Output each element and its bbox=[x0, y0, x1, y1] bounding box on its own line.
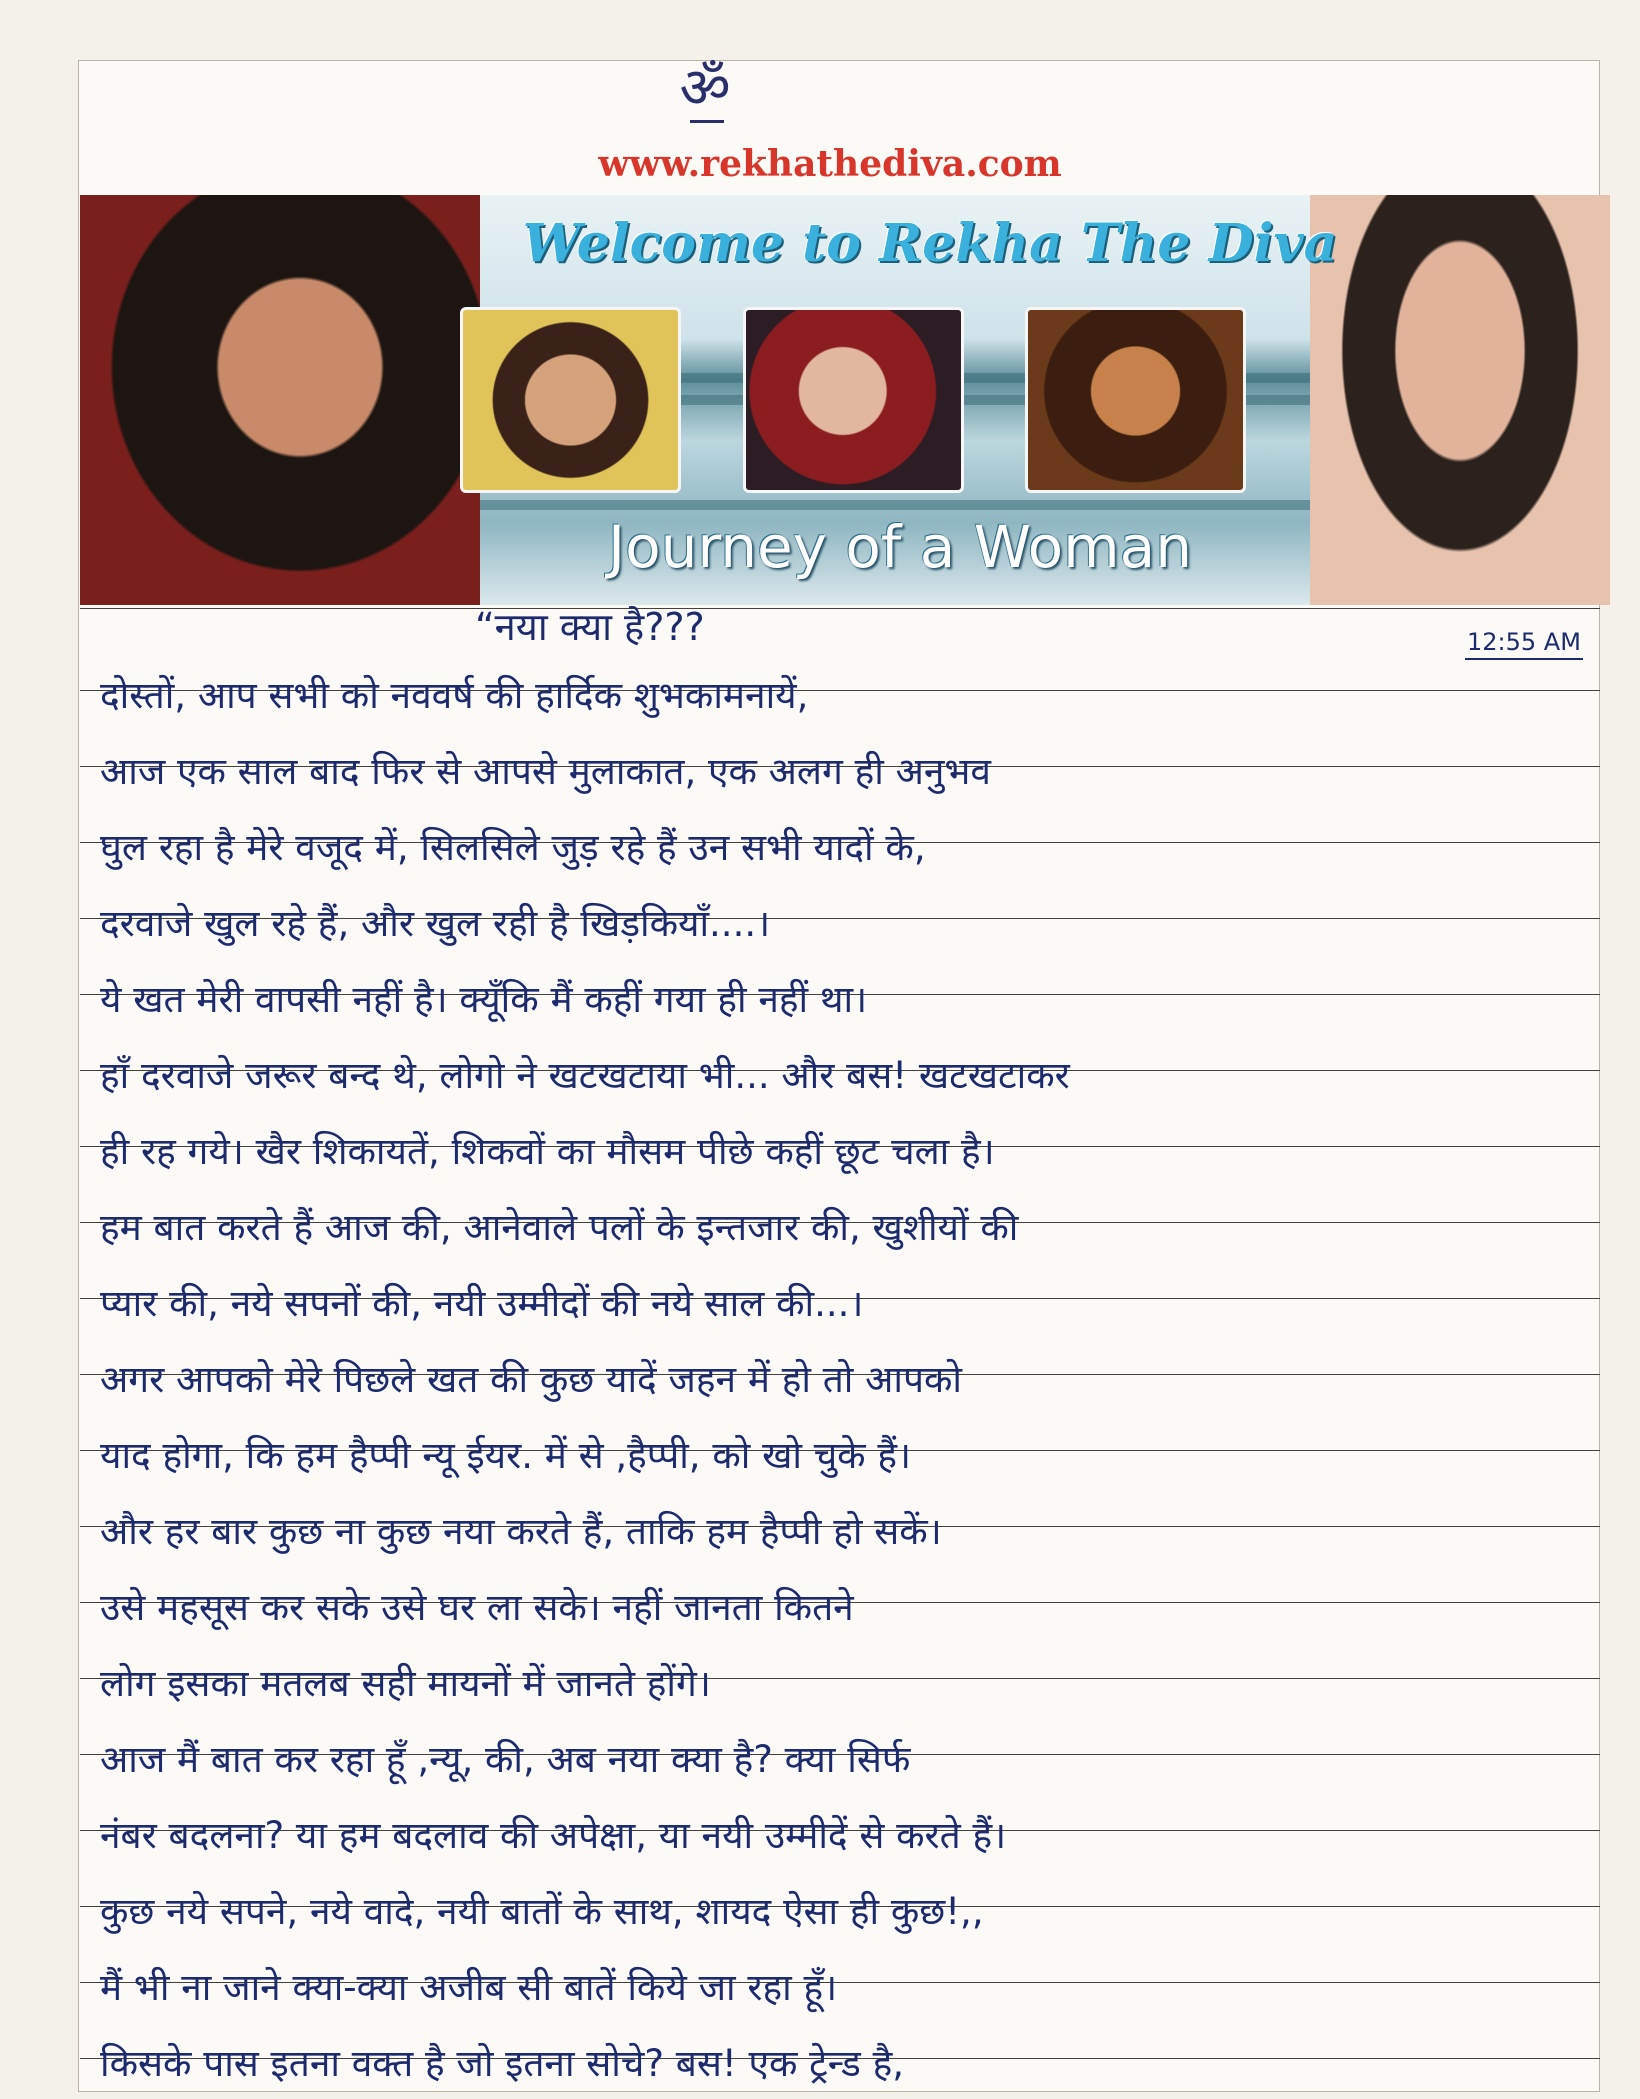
letter-line: नंबर बदलना? या हम बदलाव की अपेक्षा, या नयी उम्मीदें से करते हैं। bbox=[100, 1814, 1007, 1857]
om-underline bbox=[690, 120, 724, 123]
letter-line: अगर आपको मेरे पिछले खत की कुछ यादें जहन में हो तो आपको bbox=[100, 1358, 962, 1401]
thumbnail-photo-1 bbox=[460, 307, 681, 493]
letter-line: मैं भी ना जाने क्या-क्या अजीब सी बातें किये जा रहा हूँ। bbox=[100, 1966, 838, 2009]
letter-line: आज मैं बात कर रहा हूँ ,न्यू, की, अब नया क्या है? क्या सिर्फ bbox=[100, 1738, 911, 1781]
journey-tagline: Journey of a Woman bbox=[608, 513, 1192, 581]
letter-line: याद होगा, कि हम हैप्पी न्यू ईयर. में से ,हैप्पी, को खो चुके हैं। bbox=[100, 1434, 912, 1477]
letter-line: आज एक साल बाद फिर से आपसे मुलाकात, एक अलग ही अनुभव bbox=[100, 750, 991, 793]
letter-line: ही रह गये। खैर शिकायतें, शिकवों का मौसम पीछे कहीं छूट चला है। bbox=[100, 1130, 995, 1173]
letter-line: कुछ नये सपने, नये वादे, नयी बातों के साथ, शायद ऐसा ही कुछ!,, bbox=[100, 1890, 984, 1933]
letter-line: हम बात करते हैं आज की, आनेवाले पलों के इन्तजार की, खुशीयों की bbox=[100, 1206, 1019, 1249]
letter-title: “नया क्या है??? bbox=[475, 605, 705, 649]
letter-line: ये खत मेरी वापसी नहीं है। क्यूँकि मैं कहीं गया ही नहीं था। bbox=[100, 978, 868, 1021]
letter-time: 12:55 AM bbox=[1465, 628, 1583, 660]
ruled-line bbox=[80, 608, 1600, 609]
thumbnail-photo-2 bbox=[743, 307, 964, 493]
letter-line: प्यार की, नये सपनों की, नयी उम्मीदों की नये साल की...। bbox=[100, 1282, 864, 1325]
letter-line: किसके पास इतना वक्त है जो इतना सोचे? बस! एक ट्रेन्ड है, bbox=[100, 2042, 905, 2085]
letter-line: घुल रहा है मेरे वजूद में, सिलसिले जुड़ रहे हैं उन सभी यादों के, bbox=[100, 826, 926, 869]
letter-line: और हर बार कुछ ना कुछ नया करते हैं, ताकि हम हैप्पी हो सकें। bbox=[100, 1510, 942, 1553]
thumbnail-photo-3 bbox=[1025, 307, 1246, 493]
website-url: www.rekhathediva.com bbox=[598, 143, 1062, 185]
letter-line: दोस्तों, आप सभी को नववर्ष की हार्दिक शुभकामनायें, bbox=[100, 674, 809, 717]
letter-line: लोग इसका मतलब सही मायनों में जानते होंगे। bbox=[100, 1662, 711, 1705]
welcome-heading: Welcome to Rekha The Diva bbox=[522, 213, 1338, 274]
letter-line: दरवाजे खुल रहे हैं, और खुल रही है खिड़कियाँ....। bbox=[100, 902, 771, 945]
om-symbol: ॐ bbox=[679, 56, 731, 121]
letter-line: उसे महसूस कर सके उसे घर ला सके। नहीं जानता कितने bbox=[100, 1586, 854, 1629]
portrait-left-image bbox=[80, 195, 480, 605]
letterhead-banner bbox=[80, 195, 1610, 605]
letter-line: हाँ दरवाजे जरूर बन्द थे, लोगो ने खटखटाया भी... और बस! खटखटाकर bbox=[100, 1054, 1070, 1097]
